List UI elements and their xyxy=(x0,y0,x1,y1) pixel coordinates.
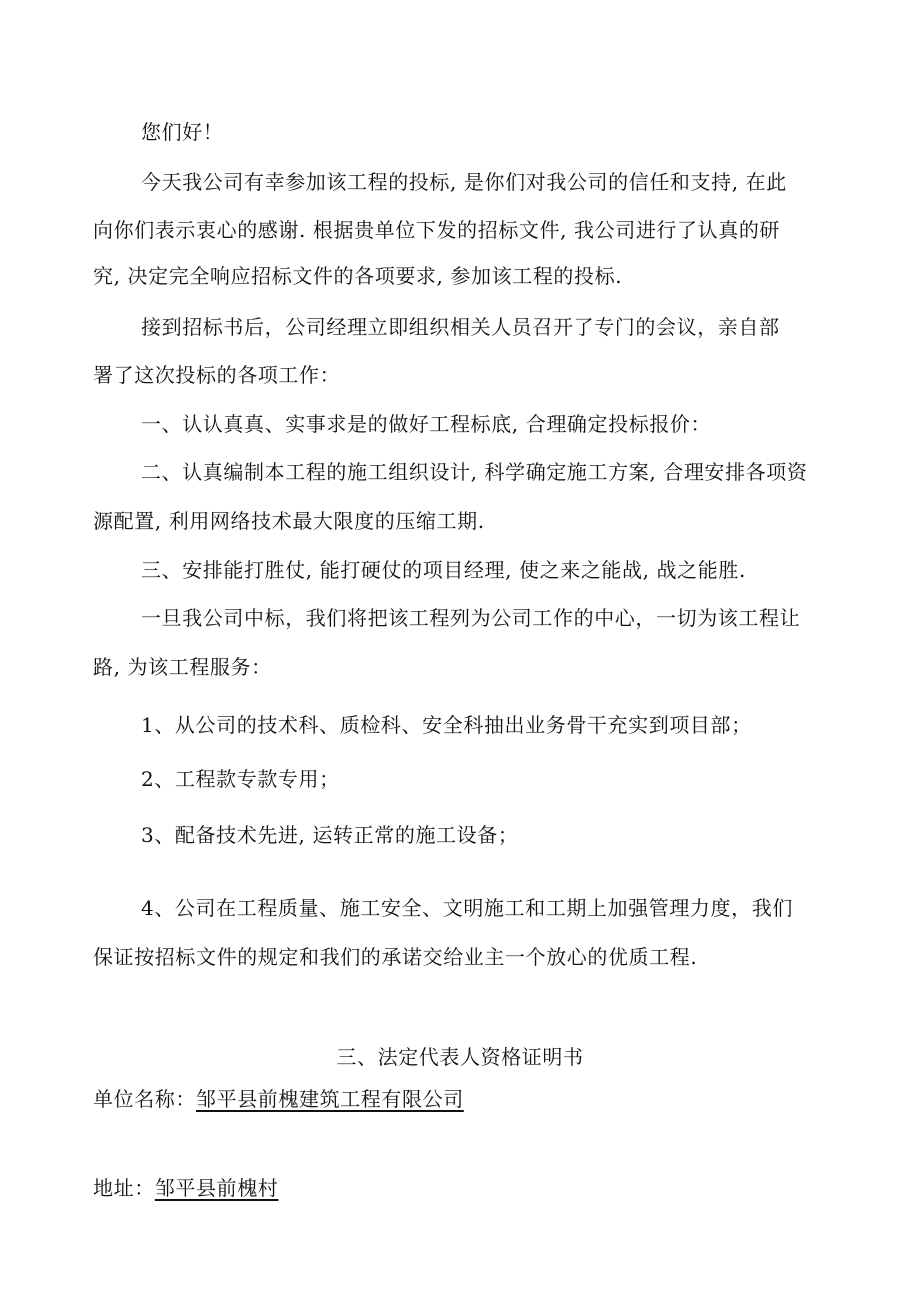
unit-name-label: 单位名称： xyxy=(93,1087,196,1111)
greeting: 您们好！ xyxy=(141,120,224,144)
address-value: 邹平县前槐村 xyxy=(154,1176,279,1200)
point-4-line-1: 4、公司在工程质量、施工安全、文明施工和工期上加强管理力度，我们 xyxy=(141,896,793,920)
address-row xyxy=(93,1174,833,1202)
unit-name-row xyxy=(93,1085,833,1113)
list-item-2-line-1: 二、认真编制本工程的施工组织设计, 科学确定施工方案, 合理安排各项资 xyxy=(141,460,808,484)
paragraph-3-line-1: 一旦我公司中标，我们将把该工程列为公司工作的中心，一切为该工程让 xyxy=(141,606,801,630)
unit-name-value: 邹平县前槐建筑工程有限公司 xyxy=(196,1087,464,1111)
list-item-3: 三、安排能打胜仗, 能打硬仗的项目经理, 使之来之能战, 战之能胜. xyxy=(141,558,746,582)
paragraph-1-line-1: 今天我公司有幸参加该工程的投标, 是你们对我公司的信任和支持, 在此 xyxy=(141,170,787,194)
list-item-1: 一、认认真真、实事求是的做好工程标底, 合理确定投标报价： xyxy=(141,412,712,436)
list-item-2-line-2: 源配置, 利用网络技术最大限度的压缩工期. xyxy=(93,509,485,533)
point-2: 2、工程款专款专用； xyxy=(141,767,340,791)
paragraph-2-line-2: 署了这次投标的各项工作： xyxy=(93,363,341,387)
paragraph-1-line-2: 向你们表示衷心的感谢. 根据贵单位下发的招标文件, 我公司进行了认真的研 xyxy=(93,218,781,242)
point-1: 1、从公司的技术科、质检科、安全科抽出业务骨干充实到项目部； xyxy=(141,713,752,737)
certificate-title: 三、法定代表人资格证明书 xyxy=(336,1045,584,1069)
paragraph-1-line-3: 究, 决定完全响应招标文件的各项要求, 参加该工程的投标. xyxy=(93,264,623,288)
point-4-line-2: 保证按招标文件的规定和我们的承诺交给业主一个放心的优质工程. xyxy=(93,945,698,969)
point-3: 3、配备技术先进, 运转正常的施工设备； xyxy=(141,823,519,847)
paragraph-3-line-2: 路, 为该工程服务： xyxy=(93,655,272,679)
paragraph-2-line-1: 接到招标书后，公司经理立即组织相关人员召开了专门的会议，亲自部 xyxy=(141,315,780,339)
address-label: 地址： xyxy=(93,1176,155,1200)
